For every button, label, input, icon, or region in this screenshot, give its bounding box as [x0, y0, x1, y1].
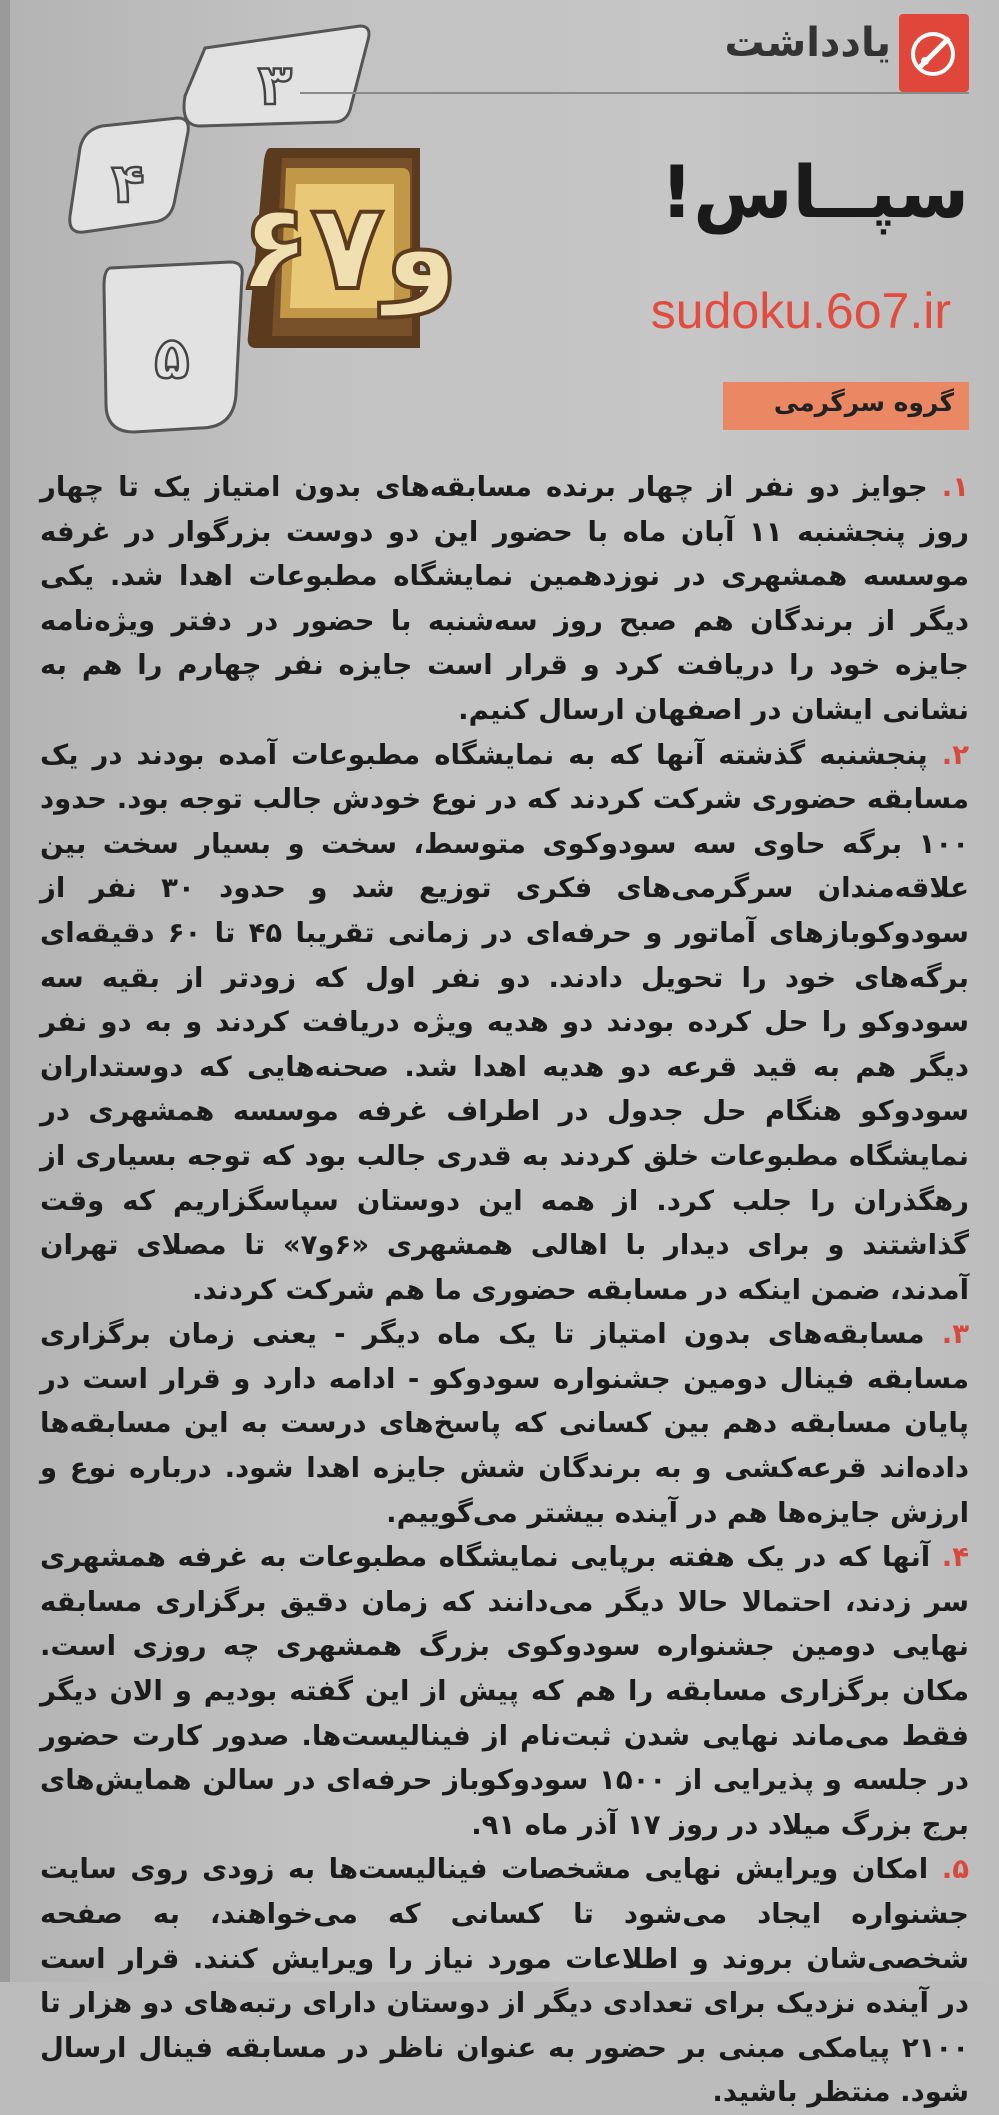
- paragraph-text: آنها که در یک هفته برپایی نمایشگاه مطبوعات به غرفه همشهری سر زدند، احتمالا حالا دیگر می‌دانند که زمان دقیق برگزاری مسابقه نهایی دومین جشنواره سودوکوی بزرگ همشهری چه روزی است. مکان برگزاری مسابقه را هم که پیش از این گفته بودیم و الان دیگر فقط می‌ماند نهایی شدن ثبت‌نام از فینالیست‌ها. صدور کارت حضور در جلسه و پذیرایی از ۱۵۰۰ سودوکوباز حرفه‌ای در سالن همایش‌های برج بزرگ میلاد در روز ۱۷ آذر ماه ۹۱.: [40, 1541, 969, 1841]
- paragraph-number: ۱.: [941, 471, 969, 503]
- logo-digit-4: ۴: [111, 152, 145, 215]
- section-icon: [899, 14, 969, 92]
- note-pencil-icon: [909, 28, 959, 78]
- logo: [50, 18, 459, 392]
- page-title: سپــاس!: [660, 150, 969, 234]
- logo-digit-5: ۵: [154, 324, 190, 392]
- page-edge: [0, 0, 10, 1982]
- paragraph: [40, 733, 969, 1313]
- paragraph-number: ۴.: [941, 1541, 969, 1574]
- article-body: [40, 465, 969, 2115]
- author-label: گروه سرگرمی: [773, 388, 954, 417]
- site-url[interactable]: sudoku.6o7.ir: [650, 283, 951, 339]
- paragraph-text: پنجشنبه گذشته آنها که به نمایشگاه مطبوعات آمده بودند در یک مسابقه حضوری شرکت کردند که در نوع خودش جالب توجه بود. حدود ۱۰۰ برگه حاوی سه سودوکوی متوسط، سخت و بسیار سخت بین علاقه‌مندان سرگرمی‌های فکری توزیع شد و حدود ۳۰ نفر از سودوکوبازهای آماتور و حرفه‌ای در زمانی تقریبا ۴۵ تا ۶۰ دقیقه‌ای برگه‌های خود را تحویل دادند. دو نفر اول که زودتر از بقیه سه سودوکو را حل کرده بودند دو هدیه ویژه دریافت کردند و به دو نفر دیگر هم به قید قرعه دو هدیه اهدا شد. صحنه‌هایی که دوستداران سودوکو هنگام حل جدول در اطراف غرفه موسسه همشهری در نمایشگاه مطبوعات خلق کردند به قدری جالب بود که توجه بسیاری از رهگذران را جلب کرد. از همه این دوستان سپاسگزاریم که وقت گذاشتند و برای دیدار با اهالی همشهری «۶و۷» تا مصلای تهران آمدند، ضمن اینکه در مسابقه حضوری ما هم شرکت کردند.: [40, 738, 969, 1306]
- paragraph-text: جوایز دو نفر از چهار برنده مسابقه‌های بدون امتیاز یک تا چهار روز پنجشنبه ۱۱ آبان ماه با حضور این دو دوست بزرگوار در غرفه موسسه همشهری در نوزدهمین نمایشگاه مطبوعات اهدا شد. یکی دیگر از برندگان هم صبح روز سه‌شنبه با حضور در دفتر ویژه‌نامه جایزه خود را دریافت کرد و قرار است جایزه نفر چهارم را هم به نشانی ایشان در اصفهان ارسال کنیم.: [40, 471, 970, 726]
- paragraph-number: ۳.: [941, 1318, 969, 1351]
- paragraph: [40, 465, 969, 733]
- paragraph-number: ۲.: [941, 738, 969, 771]
- logo-digit-3: ۳: [257, 53, 293, 118]
- paragraph: [40, 1312, 969, 1535]
- paragraph-number: ۵.: [941, 1853, 969, 1886]
- paragraph-text: امکان ویرایش نهایی مشخصات فینالیست‌ها به زودی روی سایت جشنواره ایجاد می‌شود تا کسانی که می‌خواهند، به صفحه شخصی‌شان بروند و اطلاعات مورد نیاز را ویرایش کنند. قرار است در آینده نزدیک برای تعدادی دیگر از دوستان دارای رتبه‌های دو هزار تا ۲۱۰۰ پیامکی مبنی بر حضور به عنوان ناظر در مسابقه فینال ارسال شود. منتظر باشید.: [40, 1853, 969, 2109]
- section-label: یادداشت: [724, 20, 891, 66]
- section-divider: [300, 92, 969, 94]
- logo-brand-text: ۶و۷: [237, 178, 459, 317]
- paragraph: [40, 1535, 969, 1847]
- paragraph-text: مسابقه‌های بدون امتیاز تا یک ماه دیگر - یعنی زمان برگزاری مسابقه فینال دومین جشنواره سودوکو - ادامه دارد و قرار است در پایان مسابقه دهم بین کسانی که پاسخ‌های درست به این مسابقه‌ها داده‌اند قرعه‌کشی و به برندگان شش جایزه اهدا شود. درباره نوع و ارزش جایزه‌ها هم در آینده بیشتر می‌گوییم.: [40, 1318, 969, 1529]
- paragraph: [40, 1847, 969, 2115]
